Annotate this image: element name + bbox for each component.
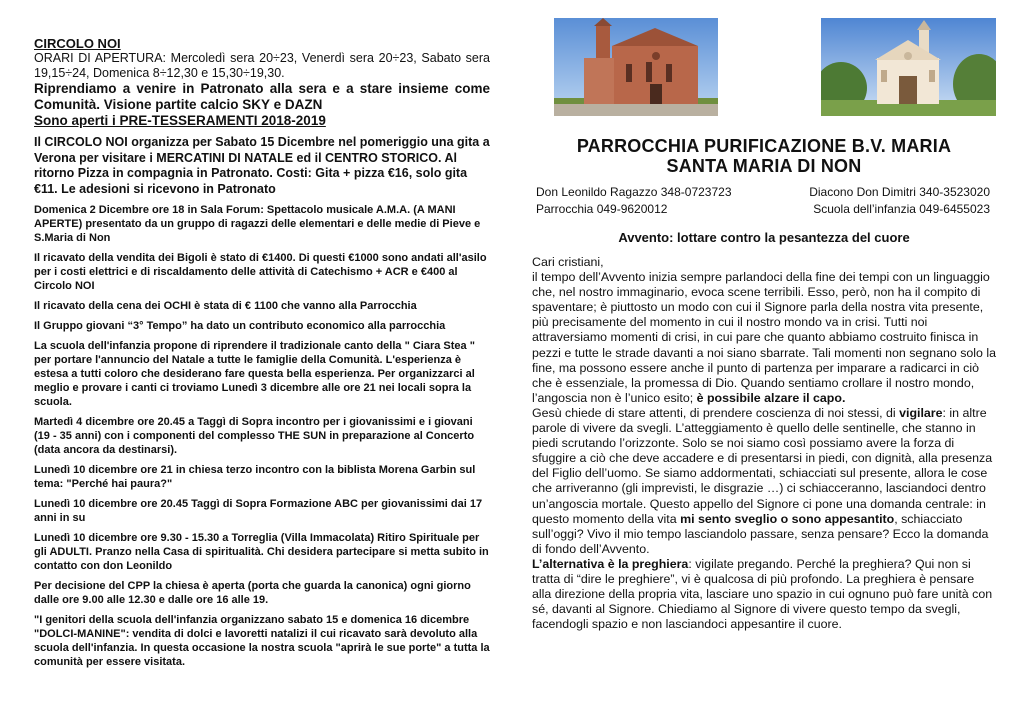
paragraph-2-bold-2: mi sento sveglio o sono appesantito	[680, 511, 895, 526]
paragraph-2-text-b: : in altre parole di vivere da svegli. L’atteggiamento è quello delle sentinelle, che stanno in piedi scrutando l’orizzonte. Solo se noi siamo così possiamo avere la forza di sfuggire a ciò che deve accadere e di presentarsi in piedi, con dignità, alla presenza del Figlio dell’uomo. Se siamo addormentati, schiacciati sul presente, allora le cose che arriveranno (gli imprevisti, le disgrazie …) ci schiacceranno, lasciandoci dentro un’angoscia mortale. Questo appello del Signore ci pone una domanda centrale: in questo momento della vita	[532, 405, 993, 526]
paragraph-1-bold: è possibile alzare il capo.	[696, 390, 846, 405]
church-photo-white	[821, 18, 996, 116]
contacts-row-1	[532, 184, 996, 201]
notice-item: Il Gruppo giovani “3° Tempo” ha dato un contributo economico alla parrocchia	[34, 320, 446, 332]
church-photos	[532, 14, 996, 120]
paragraph-1	[532, 270, 996, 406]
paragraph-3	[532, 557, 996, 632]
paragraph-1-text: il tempo dell’Avvento inizia sempre parlandoci della fine dei tempi con un linguaggio che, nel nostro immaginario, evoca scene terribili. Esso, però, non ha il compito di spaventare; è piuttosto un modo con cui il Signore parla della nostra vita presente, più precisamente del momento in cui il nostro mondo va in crisi. Tutti noi attraversiamo momenti di crisi, in cui pare che quanto abbiamo costruito finisca in pezzi e tutte le strade davanti a noi siano sbarrate. Tali momenti non segnano solo la fine, ma possono essere anche il punto di partenza per imparare a radicarci in ciò che è essenziale, la promessa di Dio. Quando sentiamo crollare il nostro mondo, l’angoscia non è l’unico esito;	[532, 270, 997, 405]
parish-title	[532, 136, 996, 176]
notice-item: Domenica 2 Dicembre ore 18 in Sala Forum: Spettacolo musicale A.M.A. (A MANI APERTE) presentato da un gruppo di ragazzi delle elementari e delle medie di Pieve e S.Maria di Non	[34, 204, 481, 244]
patronato-invite: Riprendiamo a venire in Patronato alla sera e a stare insieme come Comunità. Visione partite calcio SKY e DAZN	[34, 81, 490, 112]
notice-item: "I genitori della scuola dell'infanzia organizzano sabato 15 e domenica 16 dicembre "DOLCI-MANINE": vendita di dolci e lavoretti natalizi il cui ricavato sarà devoluto alla scuola dell'infanzia. In questa occasione la nostra scuola "aprirà le sue porte" a tutta la comunità per essere visitata.	[34, 614, 490, 668]
parish-title-line2: SANTA MARIA DI NON	[666, 156, 862, 176]
notice-item: Lunedì 10 dicembre ore 9.30 - 15.30 a Torreglia (Villa Immacolata) Ritiro Spirituale per gli ADULTI. Pranzo nella Casa di spiritualità. Chi desidera partecipare si metta subito in contatto con don Leonildo	[34, 532, 489, 572]
notice-item: Per decisione del CPP la chiesa è aperta (porta che guarda la canonica) ogni giorno dalle ore 9.00 alle 12.30 e dalle ore 16 alle 19.	[34, 580, 471, 606]
contact-diacono: Diacono Don Dimitri 340-3523020	[809, 185, 990, 199]
notice-item: La scuola dell'infanzia propone di riprendere il tradizionale canto della " Ciara Stea " per portare l'annuncio del Natale a tutte le famiglie della Comunità. L'esperienza è estesa a tutti coloro che desiderano fare questa bella esperienza. Per organizzarci al meglio e provare i canti ci troviamo Lunedì 3 dicembre alle ore 21 nei locali sopra la scuola.	[34, 340, 475, 408]
tesseramenti-notice: Sono aperti i PRE-TESSERAMENTI 2018-2019	[34, 113, 326, 128]
contact-scuola: Scuola dell’infanzia 049-6455023	[813, 202, 990, 216]
parish-title-line1: PARROCCHIA PURIFICAZIONE B.V. MARIA	[576, 136, 952, 156]
greeting: Cari cristiani,	[532, 255, 604, 269]
paragraph-3-text: : vigilate pregando. Perché la preghiera? Qui non si tratta di “dire le preghiere”, vi è qualcosa di più profondo. La preghiera è pensare alla direzione della propria vita, lasciare uno spazio in cui ognuno può fare unità con sé, davanti al Signore. Chiediamo al Signore di vivere questo tempo da svegli, facendogli spazio e non lasciandoci appesantire il cuore.	[532, 556, 993, 632]
notice-item: Martedì 4 dicembre ore 20.45 a Taggì di Sopra incontro per i giovanissimi e i giovani (19 - 35 anni) con i componenti del complesso THE SUN in preparazione al Concerto (data ancora da destinarsi).	[34, 416, 475, 456]
paragraph-2-text-a: Gesù chiede di stare attenti, di prendere coscienza di noi stessi, di	[532, 405, 896, 420]
paragraph-2-text-c: , schiacciato sull’oggi? Vivo il mio tempo lasciandolo passare, senza pensare? Ecco la domanda di fondo dell’Avvento.	[532, 511, 989, 556]
verona-trip: Il CIRCOLO NOI organizza per Sabato 15 Dicembre nel pomeriggio una gita a Verona per visitare i MERCATINI DI NATALE ed il CENTRO STORICO. Al ritorno Pizza in compagnia in Patronato. Costi: Gita + pizza €16, solo gita €11. Le adesioni si ricevono in Patronato	[34, 135, 490, 196]
paragraph-3-bold: L’alternativa è la preghiera	[532, 556, 689, 571]
notice-item: Il ricavato della cena dei OCHI è stata di € 1100 che vanno alla Parrocchia	[34, 300, 417, 312]
contact-don: Don Leonildo Ragazzo 348-0723723	[536, 185, 732, 199]
notice-item: Il ricavato della vendita dei Bigoli è stato di €1400. Di questi €1000 sono andati all'asilo per i costi elettrici e di riscaldamento delle attività di Catechismo + ACR e €400 al Circolo NOI	[34, 252, 487, 292]
contact-parrocchia: Parrocchia 049-9620012	[536, 202, 668, 216]
opening-hours: ORARI DI APERTURA: Mercoledì sera 20÷23, Venerdì sera 20÷23, Sabato sera 19,15÷24, Domenica 8÷12,30 e 15,30÷19,30.	[34, 51, 490, 80]
left-column	[34, 36, 490, 675]
church-photo-brick	[554, 18, 718, 116]
right-column	[532, 14, 996, 632]
notice-item: Lunedì 10 dicembre ore 21 in chiesa terzo incontro con la biblista Morena Garbin sul tema: "Perché hai paura?"	[34, 464, 476, 490]
contacts-row-2	[532, 201, 996, 218]
circolo-title: CIRCOLO NOI	[34, 36, 121, 51]
paragraph-2	[532, 406, 996, 557]
paragraph-2-bold-1: vigilare	[899, 405, 943, 420]
notice-item: Lunedì 10 dicembre ore 20.45 Taggì di Sopra Formazione ABC per giovanissimi dai 17 anni in su	[34, 498, 483, 524]
avvento-title: Avvento: lottare contro la pesantezza del cuore	[618, 230, 910, 245]
